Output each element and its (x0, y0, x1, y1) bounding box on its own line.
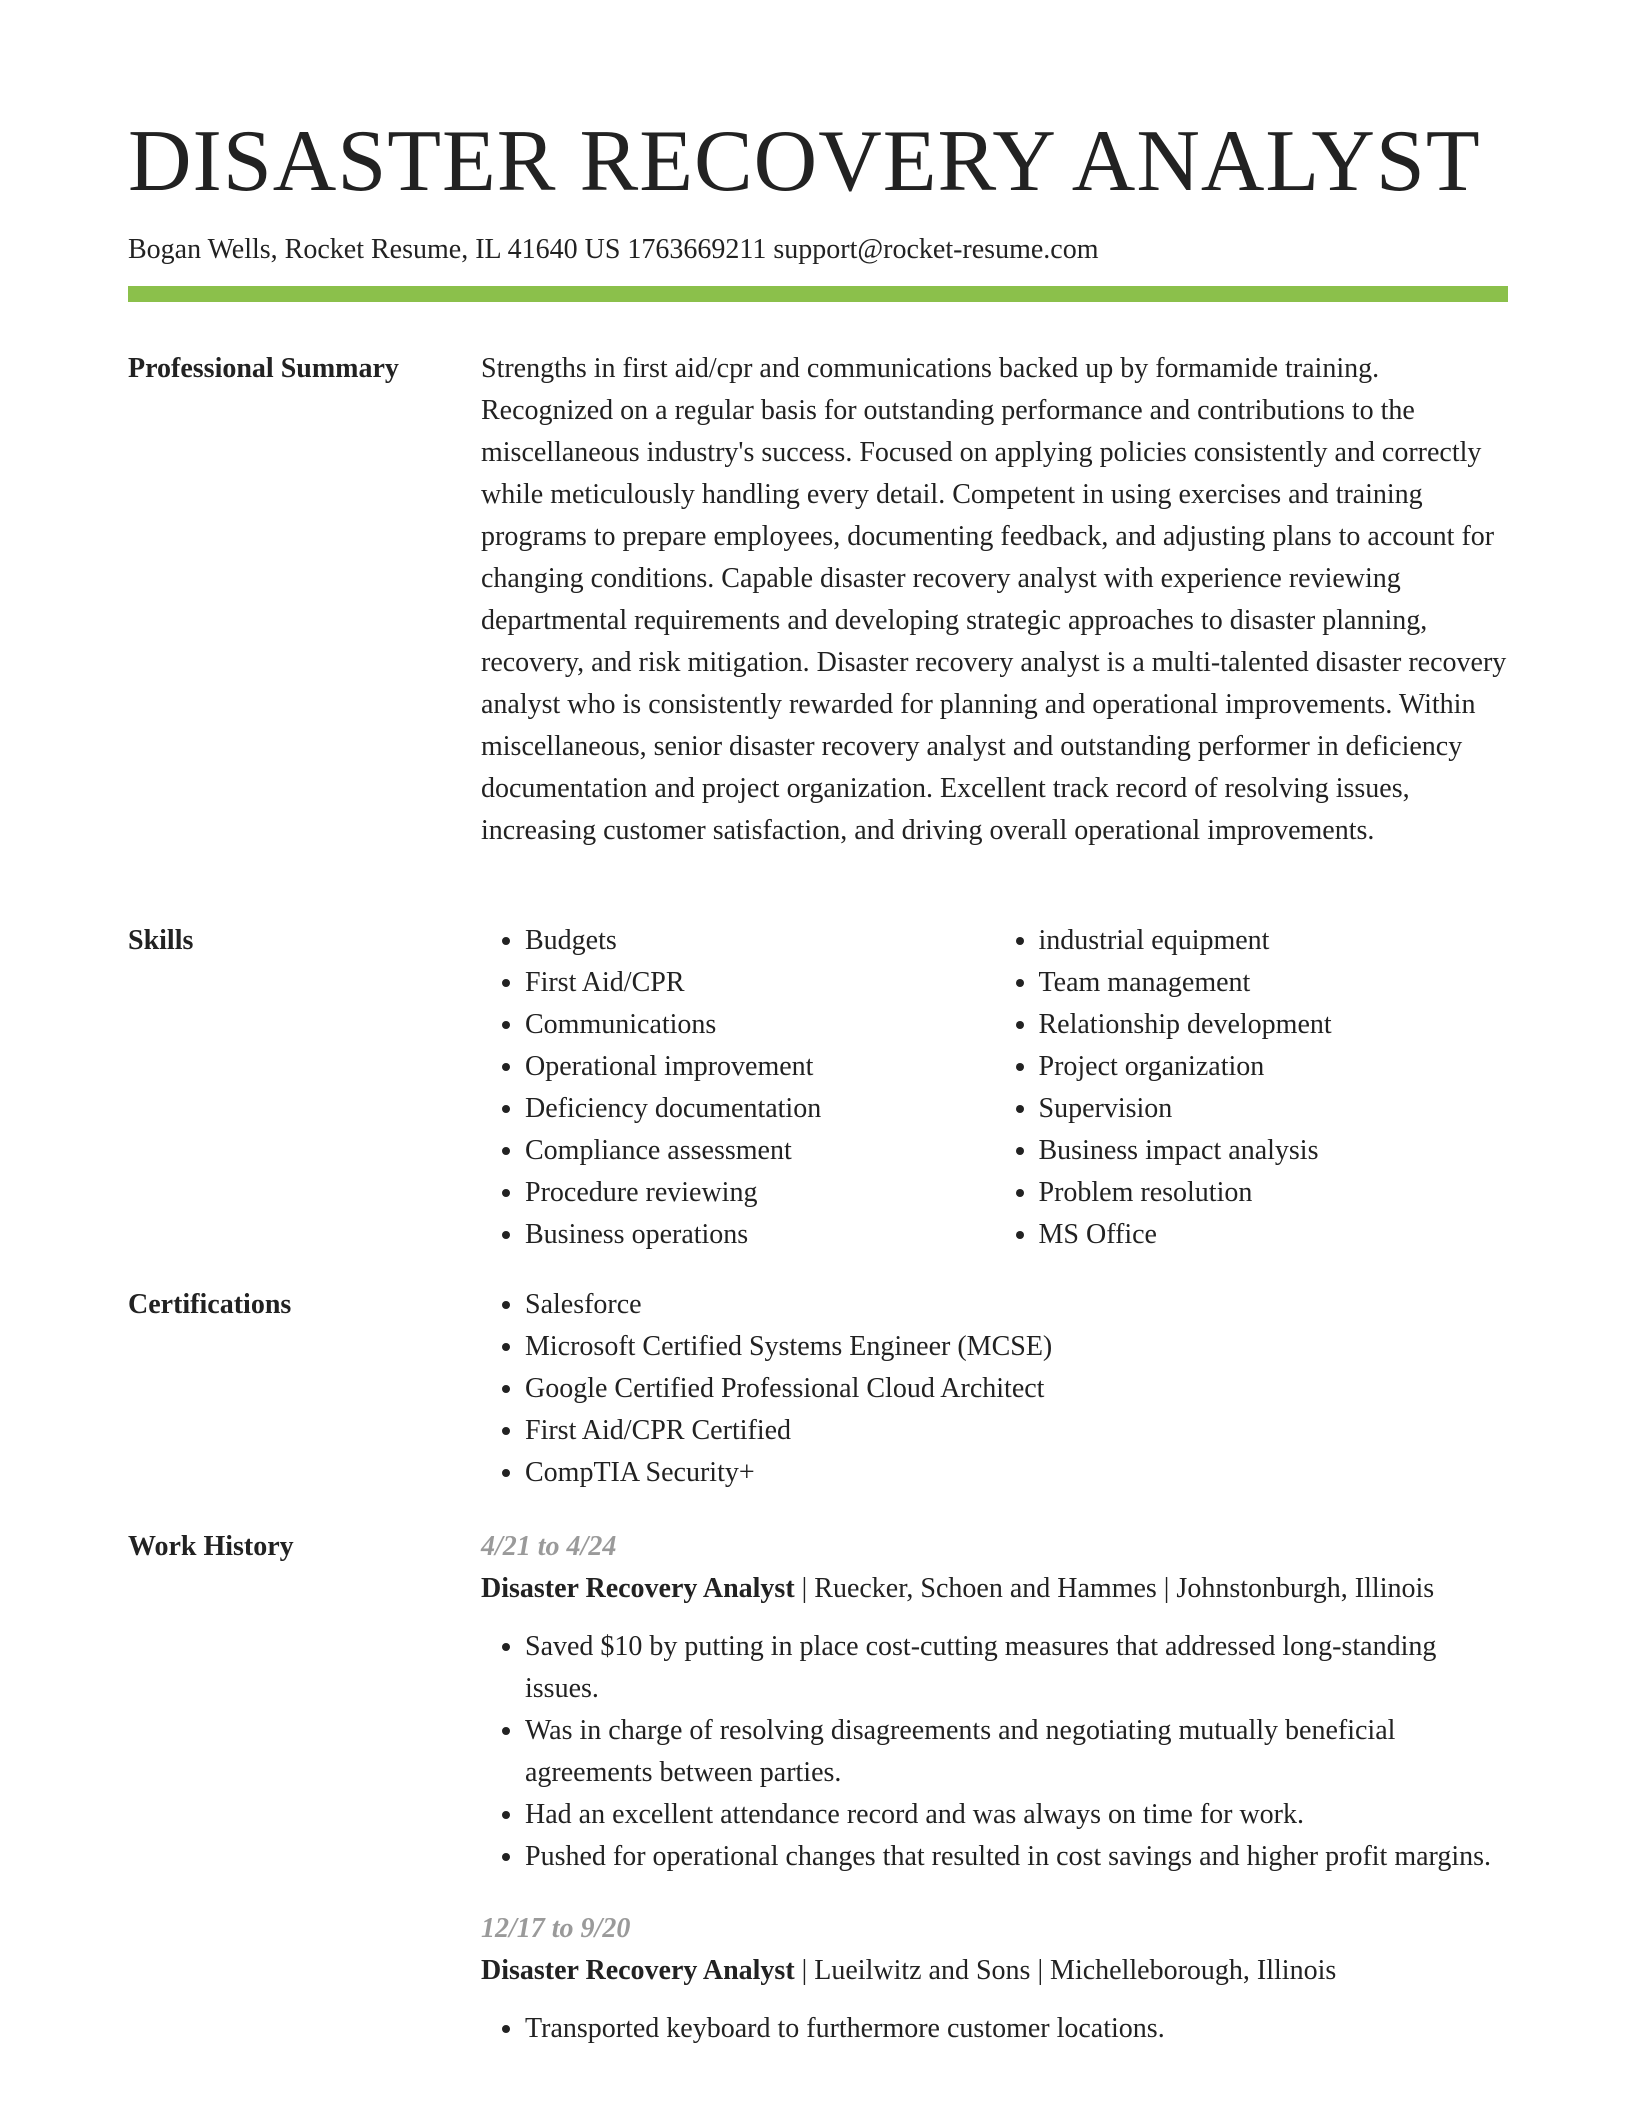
resume-title: DISASTER RECOVERY ANALYST (128, 113, 1481, 210)
certifications-heading: Certifications (128, 1289, 292, 1320)
work-history-body (481, 1526, 1508, 2050)
job-bullets (481, 1626, 1508, 1878)
certification-item: • CompTIA Security+ (525, 1452, 1508, 1494)
job-bullet: • Was in charge of resolving disagreements and negotiating mutually beneficial agreements between parties. (525, 1710, 1508, 1794)
skill-item: • Operational improvement (525, 1046, 995, 1088)
job-dates: 4/21 to 4/24 (481, 1531, 617, 1562)
job-employer: | Lueilwitz and Sons | Michelleborough, Illinois (801, 1955, 1337, 1986)
certification-item: • Microsoft Certified Systems Engineer (MCSE) (525, 1326, 1508, 1368)
skill-item: • Relationship development (1039, 1004, 1509, 1046)
contact-name: Bogan Wells, (128, 234, 278, 265)
certifications-body (481, 1284, 1508, 1494)
skill-item: • Team management (1039, 962, 1509, 1004)
skill-item: • Deficiency documentation (525, 1088, 995, 1130)
job-entry (481, 1908, 1508, 2050)
job-entry (481, 1526, 1508, 1878)
skill-item: • Business impact analysis (1039, 1130, 1509, 1172)
summary-body (481, 348, 1508, 852)
certification-item: • Salesforce (525, 1284, 1508, 1326)
job-title-line (481, 1950, 1508, 1992)
skill-item: • Communications (525, 1004, 995, 1046)
job-dates: 12/17 to 9/20 (481, 1913, 631, 1944)
job-role: Disaster Recovery Analyst (481, 1955, 795, 1986)
skill-item: • Supervision (1039, 1088, 1509, 1130)
skill-item: • industrial equipment (1039, 920, 1509, 962)
job-role: Disaster Recovery Analyst (481, 1573, 795, 1604)
skill-item: • Project organization (1039, 1046, 1509, 1088)
skills-body (481, 920, 1508, 1256)
job-bullet: • Pushed for operational changes that resulted in cost savings and higher profit margins. (525, 1836, 1508, 1878)
skill-item: • Procedure reviewing (525, 1172, 995, 1214)
job-bullets (481, 2008, 1508, 2050)
skill-item: • Budgets (525, 920, 995, 962)
summary-heading: Professional Summary (128, 353, 399, 384)
contact-location: IL 41640 US (475, 234, 621, 265)
skill-item: • Compliance assessment (525, 1130, 995, 1172)
contact-phone: 1763669211 (627, 234, 767, 265)
work-history-heading: Work History (128, 1531, 294, 1562)
job-employer: | Ruecker, Schoen and Hammes | Johnstonburgh, Illinois (801, 1573, 1435, 1604)
skill-item: • MS Office (1039, 1214, 1509, 1256)
summary-text: Strengths in first aid/cpr and communications backed up by formamide training. Recognized on a regular basis for outstanding performance and contributions to the miscellaneous industry's success. Focused on applying policies consistently and correctly while meticulously handling every detail. Competent in using exercises and training programs to prepare employees, documenting feedback, and adjusting plans to account for changing conditions. Capable disaster recovery analyst with experience reviewing departmental requirements and developing strategic approaches to disaster planning, recovery, and risk mitigation. Disaster recovery analyst is a multi-talented disaster recovery analyst who is consistently rewarded for planning and operational improvements. Within miscellaneous, senior disaster recovery analyst and outstanding performer in deficiency documentation and project organization. Excellent track record of resolving issues, increasing customer satisfaction, and driving overall operational improvements. (481, 353, 1507, 846)
skills-list-left (481, 920, 995, 1256)
skill-item: • First Aid/CPR (525, 962, 995, 1004)
contact-company: Rocket Resume, (284, 234, 469, 265)
certifications-list (481, 1284, 1508, 1494)
skills-heading: Skills (128, 925, 194, 956)
header-divider (128, 286, 1508, 302)
skill-item: • Business operations (525, 1214, 995, 1256)
job-bullet: • Saved $10 by putting in place cost-cutting measures that addressed long-standing issues. (525, 1626, 1508, 1710)
contact-email[interactable]: support@rocket-resume.com (773, 234, 1099, 265)
job-bullet: • Had an excellent attendance record and was always on time for work. (525, 1794, 1508, 1836)
skill-item: • Problem resolution (1039, 1172, 1509, 1214)
certification-item: • Google Certified Professional Cloud Architect (525, 1368, 1508, 1410)
contact-line (128, 234, 1099, 266)
job-bullet: • Transported keyboard to furthermore customer locations. (525, 2008, 1508, 2050)
job-title-line (481, 1568, 1508, 1610)
certification-item: • First Aid/CPR Certified (525, 1410, 1508, 1452)
skills-list-right (995, 920, 1509, 1256)
